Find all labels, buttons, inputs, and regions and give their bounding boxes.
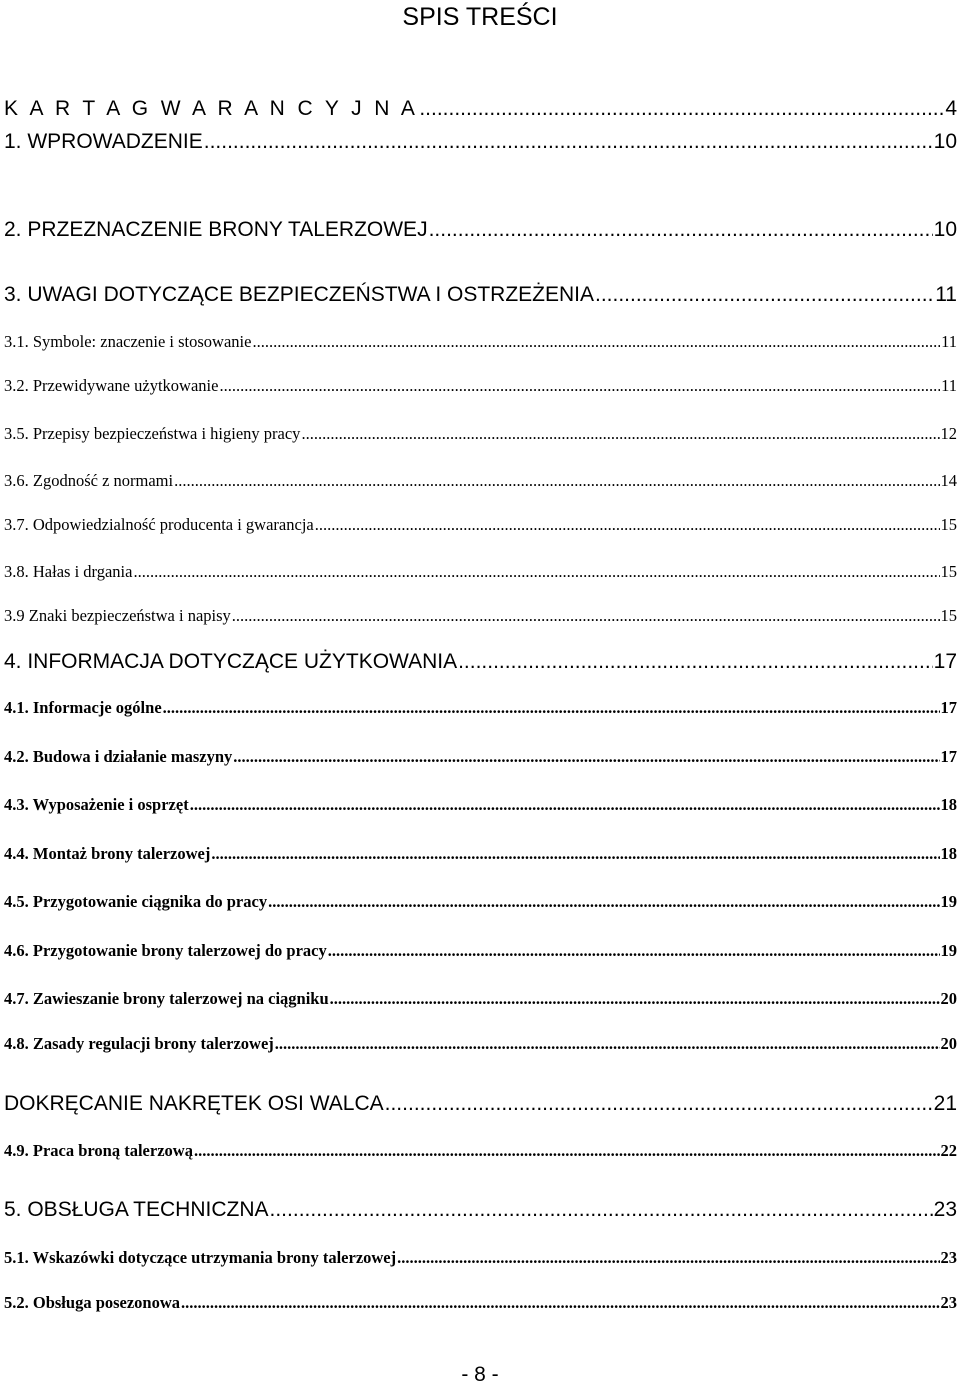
toc-entry-page: 10 (933, 218, 957, 241)
toc-entry-title: 3.2. Przewidywane użytkowanie (4, 376, 219, 395)
toc-entry-page: 12 (940, 424, 957, 443)
toc-leader (163, 697, 940, 718)
toc-entry[interactable] (4, 375, 957, 396)
toc-entry-page: 15 (940, 606, 957, 625)
toc-leader (219, 375, 940, 396)
toc-leader (595, 282, 934, 308)
toc-entry-title: 4.4. Montaż brony talerzowej (4, 844, 211, 863)
toc-leader (211, 843, 939, 864)
toc-leader (328, 940, 940, 961)
toc-entry-title: 3.6. Zgodność z normami (4, 471, 174, 490)
toc-entry[interactable] (4, 843, 957, 864)
toc-entry-title: 4.3. Wyposażenie i osprzęt (4, 795, 189, 814)
toc-entry[interactable] (4, 649, 957, 675)
toc-entry[interactable] (4, 561, 957, 582)
toc-leader (233, 746, 939, 767)
toc-leader (232, 605, 940, 626)
toc-entry-title: 4.6. Przygotowanie brony talerzowej do pracy (4, 941, 327, 960)
toc-entry[interactable] (4, 217, 957, 243)
toc-entry[interactable] (4, 331, 957, 352)
toc-entry-title: 5.2. Obsługa posezonowa (4, 1293, 181, 1312)
toc-entry-title: 3. UWAGI DOTYCZĄCE BEZPIECZEŃSTWA I OSTRZEŻENIA (4, 283, 594, 306)
toc-entry[interactable] (4, 282, 957, 308)
toc-entry-title: 4. INFORMACJA DOTYCZĄCE UŻYTKOWANIA (4, 650, 458, 673)
toc-entry-page: 17 (940, 698, 957, 717)
toc-entry-title: 5. OBSŁUGA TECHNICZNA (4, 1198, 269, 1221)
toc-entry[interactable] (4, 794, 957, 815)
toc-entry[interactable] (4, 470, 957, 491)
toc-entry-title: 4.7. Zawieszanie brony talerzowej na ciągniku (4, 989, 329, 1008)
toc-leader (315, 514, 940, 535)
toc-entry-page: 11 (941, 376, 957, 395)
toc-entry-page: 21 (933, 1092, 957, 1115)
toc-entry-title: 4.9. Praca broną talerzową (4, 1141, 193, 1160)
toc-entry[interactable] (4, 746, 957, 767)
page-title: SPIS TREŚCI (402, 3, 558, 31)
toc-leader (133, 561, 939, 582)
toc-entry[interactable] (4, 1091, 957, 1117)
toc-entry-page: 17 (940, 747, 957, 766)
toc-entry[interactable] (4, 1033, 957, 1054)
page-number: - 8 - (461, 1363, 499, 1386)
toc-entry[interactable] (4, 1140, 957, 1161)
toc-entry[interactable] (4, 514, 957, 535)
toc-leader (194, 1140, 940, 1161)
toc-entry-title: K A R T A G W A R A N C Y J N A (4, 97, 419, 120)
toc-entry-page: 4 (945, 97, 957, 120)
toc-entry-title: 3.9 Znaki bezpieczeństwa i napisy (4, 606, 231, 625)
toc-leader (190, 794, 940, 815)
toc-entry-page: 17 (933, 650, 957, 673)
toc-leader (429, 217, 933, 243)
toc-entry[interactable] (4, 891, 957, 912)
toc-entry[interactable] (4, 96, 957, 122)
toc-leader (268, 891, 939, 912)
toc-leader (181, 1292, 939, 1313)
toc-entry[interactable] (4, 1247, 957, 1268)
toc-entry-title: 4.5. Przygotowanie ciągnika do pracy (4, 892, 268, 911)
toc-leader (419, 96, 944, 122)
toc-entry[interactable] (4, 1197, 957, 1223)
toc-leader (252, 331, 940, 352)
toc-entry[interactable] (4, 988, 957, 1009)
toc-entry-page: 18 (940, 844, 957, 863)
toc-entry-page: 23 (933, 1198, 957, 1221)
toc-entry-title: 4.8. Zasady regulacji brony talerzowej (4, 1034, 274, 1053)
toc-entry-page: 22 (940, 1141, 957, 1160)
toc-leader (270, 1197, 933, 1223)
toc-leader (275, 1033, 940, 1054)
toc-entry-page: 18 (940, 795, 957, 814)
toc-entry-title: 3.5. Przepisy bezpieczeństwa i higieny pracy (4, 424, 301, 443)
toc-entry-page: 20 (940, 989, 957, 1008)
toc-entry[interactable] (4, 423, 957, 444)
toc-entry-page: 11 (935, 283, 957, 306)
toc-leader (330, 988, 940, 1009)
toc-leader (385, 1091, 933, 1117)
toc-entry-page: 14 (940, 471, 957, 490)
toc-entry-title: 3.7. Odpowiedzialność producenta i gwarancja (4, 515, 314, 534)
toc-entry[interactable] (4, 605, 957, 626)
toc-leader (174, 470, 939, 491)
toc-entry[interactable] (4, 1292, 957, 1313)
toc-leader (301, 423, 939, 444)
toc-entry[interactable] (4, 697, 957, 718)
toc-leader (397, 1247, 939, 1268)
toc-entry-title: 5.1. Wskazówki dotyczące utrzymania brony talerzowej (4, 1248, 397, 1267)
toc-entry-page: 11 (941, 332, 957, 351)
toc-entry-page: 10 (933, 130, 957, 153)
toc-entry-title: 3.8. Hałas i drgania (4, 562, 133, 581)
toc-entry-page: 15 (940, 515, 957, 534)
toc-entry-page: 23 (940, 1248, 957, 1267)
toc-entry-page: 20 (940, 1034, 957, 1053)
toc-entry-page: 19 (940, 941, 957, 960)
toc-entry-title: 3.1. Symbole: znaczenie i stosowanie (4, 332, 252, 351)
toc-leader (204, 129, 933, 155)
toc-entry-page: 15 (940, 562, 957, 581)
toc-entry-title: DOKRĘCANIE NAKRĘTEK OSI WALCA (4, 1092, 384, 1115)
toc-entry-title: 2. PRZEZNACZENIE BRONY TALERZOWEJ (4, 218, 428, 241)
toc-entry[interactable] (4, 940, 957, 961)
toc-entry-title: 4.1. Informacje ogólne (4, 698, 162, 717)
toc-entry-title: 1. WPROWADZENIE (4, 130, 203, 153)
toc-entry-page: 23 (940, 1293, 957, 1312)
toc-entry-page: 19 (940, 892, 957, 911)
toc-entry[interactable] (4, 129, 957, 155)
toc-entry-title: 4.2. Budowa i działanie maszyny (4, 747, 233, 766)
toc-leader (458, 649, 933, 675)
